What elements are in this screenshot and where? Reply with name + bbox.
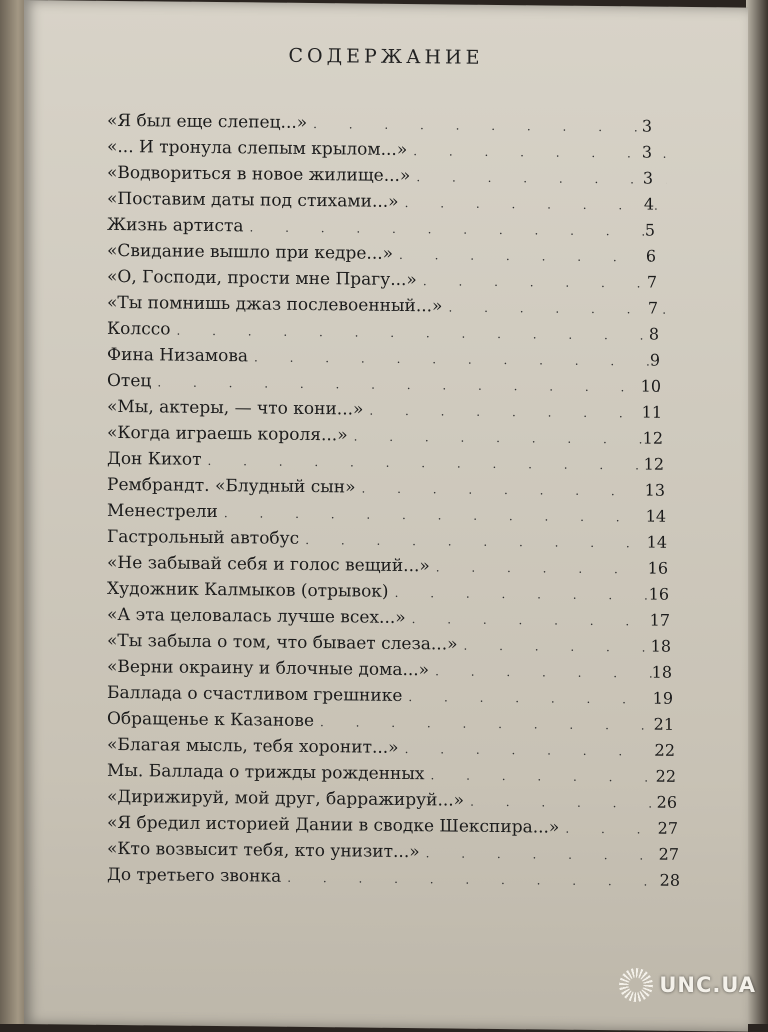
toc-entry-title: «Ты помнишь джаз послевоенный...» xyxy=(107,292,443,317)
toc-entry-page: 9 xyxy=(649,350,660,370)
dot-leader xyxy=(412,612,667,629)
toc-entry-title: «... И тронула слепым крылом...» xyxy=(107,136,408,161)
toc-entry xyxy=(107,864,680,897)
dot-leader xyxy=(408,690,667,707)
dot-leader xyxy=(208,454,667,473)
toc-entry-page: 14 xyxy=(645,506,666,526)
toc-entry-page: 12 xyxy=(643,454,664,474)
dot-leader xyxy=(362,482,667,499)
toc-entry-title: «А эта целовалась лучше всех...» xyxy=(107,604,406,628)
toc-entry-title: «Я бредил историей Дании в сводке Шекспира...» xyxy=(107,812,560,838)
dot-leader xyxy=(176,324,667,343)
toc-entry-page: 21 xyxy=(653,714,674,734)
toc-entry-page: 17 xyxy=(649,610,670,630)
toc-entry-page: 18 xyxy=(651,662,672,682)
dot-leader xyxy=(157,375,667,394)
toc-entry-title: Художник Калмыков (отрывок) xyxy=(107,578,389,602)
toc-entry-page: 19 xyxy=(652,688,673,708)
toc-entry-page: 22 xyxy=(654,740,675,760)
toc-entry-title: Менестрели xyxy=(107,500,218,523)
toc-entry-title: «Я был еще слепец...» xyxy=(107,110,308,133)
toc-entry-page: 8 xyxy=(648,324,659,344)
toc-entry-page: 10 xyxy=(640,376,661,396)
toc-entry-title: Фина Низамова xyxy=(107,344,249,367)
toc-entry-title: «Мы, актеры, — что кони...» xyxy=(107,396,364,420)
dot-leader xyxy=(405,742,667,759)
toc-entry-title: «Верни окраину и блочные дома...» xyxy=(107,656,430,681)
toc-entry-page: 16 xyxy=(648,584,669,604)
toc-entry-title: Дон Кихот xyxy=(107,448,202,470)
dot-leader xyxy=(320,715,667,733)
table-of-contents xyxy=(107,101,707,890)
toc-entry-page: 7 xyxy=(647,298,658,318)
toc-entry-title: «Поставим даты под стихами...» xyxy=(107,188,399,212)
toc-entry-title: Мы. Баллада о трижды рожденных xyxy=(107,760,425,785)
toc-entry-page: 26 xyxy=(656,792,677,812)
book-page xyxy=(24,0,748,1032)
toc-entry-page: 3 xyxy=(641,142,652,162)
toc-entry-title: До третьего звонка xyxy=(107,864,282,887)
site-watermark xyxy=(619,968,756,1002)
toc-entry-title: Обращенье к Казанове xyxy=(107,708,315,732)
toc-entry-page: 7 xyxy=(646,272,657,292)
toc-entry-page: 3 xyxy=(642,168,653,188)
toc-entry-title: «Ты забыла о том, что бывает слеза...» xyxy=(107,630,458,655)
dot-leader xyxy=(426,846,667,863)
toc-entry-page: 14 xyxy=(646,532,667,552)
toc-entry-title: Рембрандт. «Блудный сын» xyxy=(107,474,356,498)
toc-entry-page: 28 xyxy=(659,870,680,890)
dot-leader xyxy=(287,871,667,889)
page-title: СОДЕРЖАНИЕ xyxy=(288,44,484,69)
dot-leader xyxy=(254,350,667,368)
toc-entry-title: «Благая мысль, тебя хоронит...» xyxy=(107,734,399,758)
toc-entry-page: 11 xyxy=(641,402,662,422)
toc-entry-page: 18 xyxy=(650,636,671,656)
dot-leader xyxy=(250,220,667,238)
dot-leader xyxy=(354,429,667,446)
sunburst-logo-icon xyxy=(619,968,653,1002)
dot-leader xyxy=(395,586,667,603)
toc-entry-title: «О, Господи, прости мне Прагу...» xyxy=(107,266,417,291)
dot-leader xyxy=(224,506,667,525)
toc-entry-title: Гастрольный автобус xyxy=(107,526,300,549)
dot-leader xyxy=(305,533,667,551)
toc-entry-page: 4 xyxy=(643,194,654,214)
toc-entry-title: Отец xyxy=(107,370,152,392)
toc-entry-page: 12 xyxy=(642,428,663,448)
page-right-edge-shadow xyxy=(746,0,768,1024)
toc-entry-page: 3 xyxy=(641,116,652,136)
toc-entry-title: «Не забывай себя и голос вещий...» xyxy=(107,552,430,577)
toc-entry-page: 27 xyxy=(657,818,678,838)
toc-entry-title: Жизнь артиста xyxy=(107,214,244,237)
toc-entry-title: Баллада о счастливом грешнике xyxy=(107,682,403,706)
toc-entry-title: Колссо xyxy=(107,318,171,340)
toc-entry-title: «Свидание вышло при кедре...» xyxy=(107,240,394,264)
toc-entry-page: 27 xyxy=(658,844,679,864)
watermark-text: UNC.UA xyxy=(659,973,756,997)
toc-entry-page: 22 xyxy=(655,766,676,786)
toc-entry-page: 5 xyxy=(644,220,655,240)
toc-entry-page: 6 xyxy=(645,246,656,266)
toc-entry-title: «Водвориться в новое жилище...» xyxy=(107,162,411,187)
toc-entry-title: «Когда играешь короля...» xyxy=(107,422,348,446)
toc-entry-page: 16 xyxy=(647,558,668,578)
toc-entry-title: «Кто возвысит тебя, кто унизит...» xyxy=(107,838,420,863)
toc-entry-title: «Дирижируй, мой друг, барражируй...» xyxy=(107,786,465,811)
dot-leader xyxy=(430,768,667,784)
toc-entry-page: 13 xyxy=(644,480,665,500)
